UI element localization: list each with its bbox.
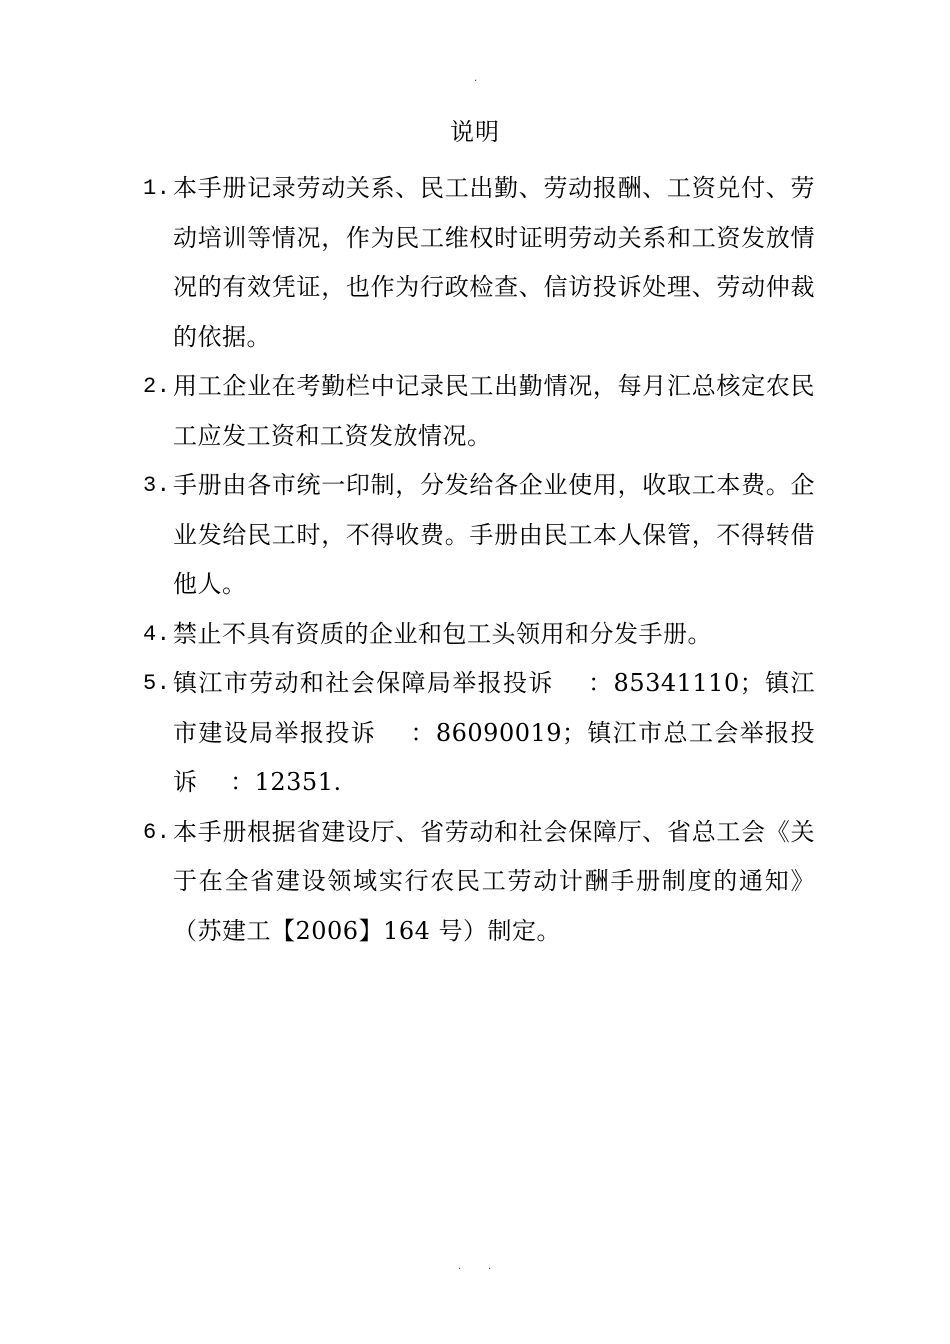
page-title: 说明 [450,118,500,146]
item-text: 用工企业在考勤栏中记录民工出勤情况，每月汇总核定农民工应发工资和工资发放情况。 [173,372,815,450]
item-number: 3. [143,473,171,498]
footer-dot-right: . [488,1261,492,1272]
list-item [143,808,815,957]
item-text: 镇江市劳动和社会保障局举报投诉 ：85341110；镇江市建设局举报投诉 ：86090019；镇江市总工会举报投诉 ：12351. [173,669,815,796]
list-item [143,461,815,610]
item-text: 本手册记录劳动关系、民工出勤、劳动报酬、工资兑付、劳动培训等情况，作为民工维权时证明劳动关系和工资发放情况的有效凭证，也作为行政检查、信访投诉处理、劳动仲裁的依据。 [173,174,815,351]
item-text: 禁止不具有资质的企业和包工头领用和分发手册。 [173,619,712,648]
footer-dot-left: . [458,1261,462,1272]
item-number: 5. [143,671,171,696]
header-dot: . [474,73,478,84]
item-number: 4. [143,621,171,647]
item-text: 本手册根据省建设厅、省劳动和社会保障厅、省总工会《关于在全省建设领域实行农民工劳动计酬手册制度的通知》（苏建工【2006】164 号）制定。 [173,817,815,945]
item-number: 1. [143,176,171,201]
item-text: 手册由各市统一印制，分发给各企业使用，收取工本费。企业发给民工时，不得收费。手册由民工本人保管，不得转借他人。 [173,471,815,598]
instruction-list [143,164,815,956]
list-item [143,659,815,808]
list-item [143,164,815,362]
item-number: 6. [143,819,171,845]
item-number: 2. [143,374,171,399]
list-item [143,610,815,660]
list-item [143,362,815,461]
